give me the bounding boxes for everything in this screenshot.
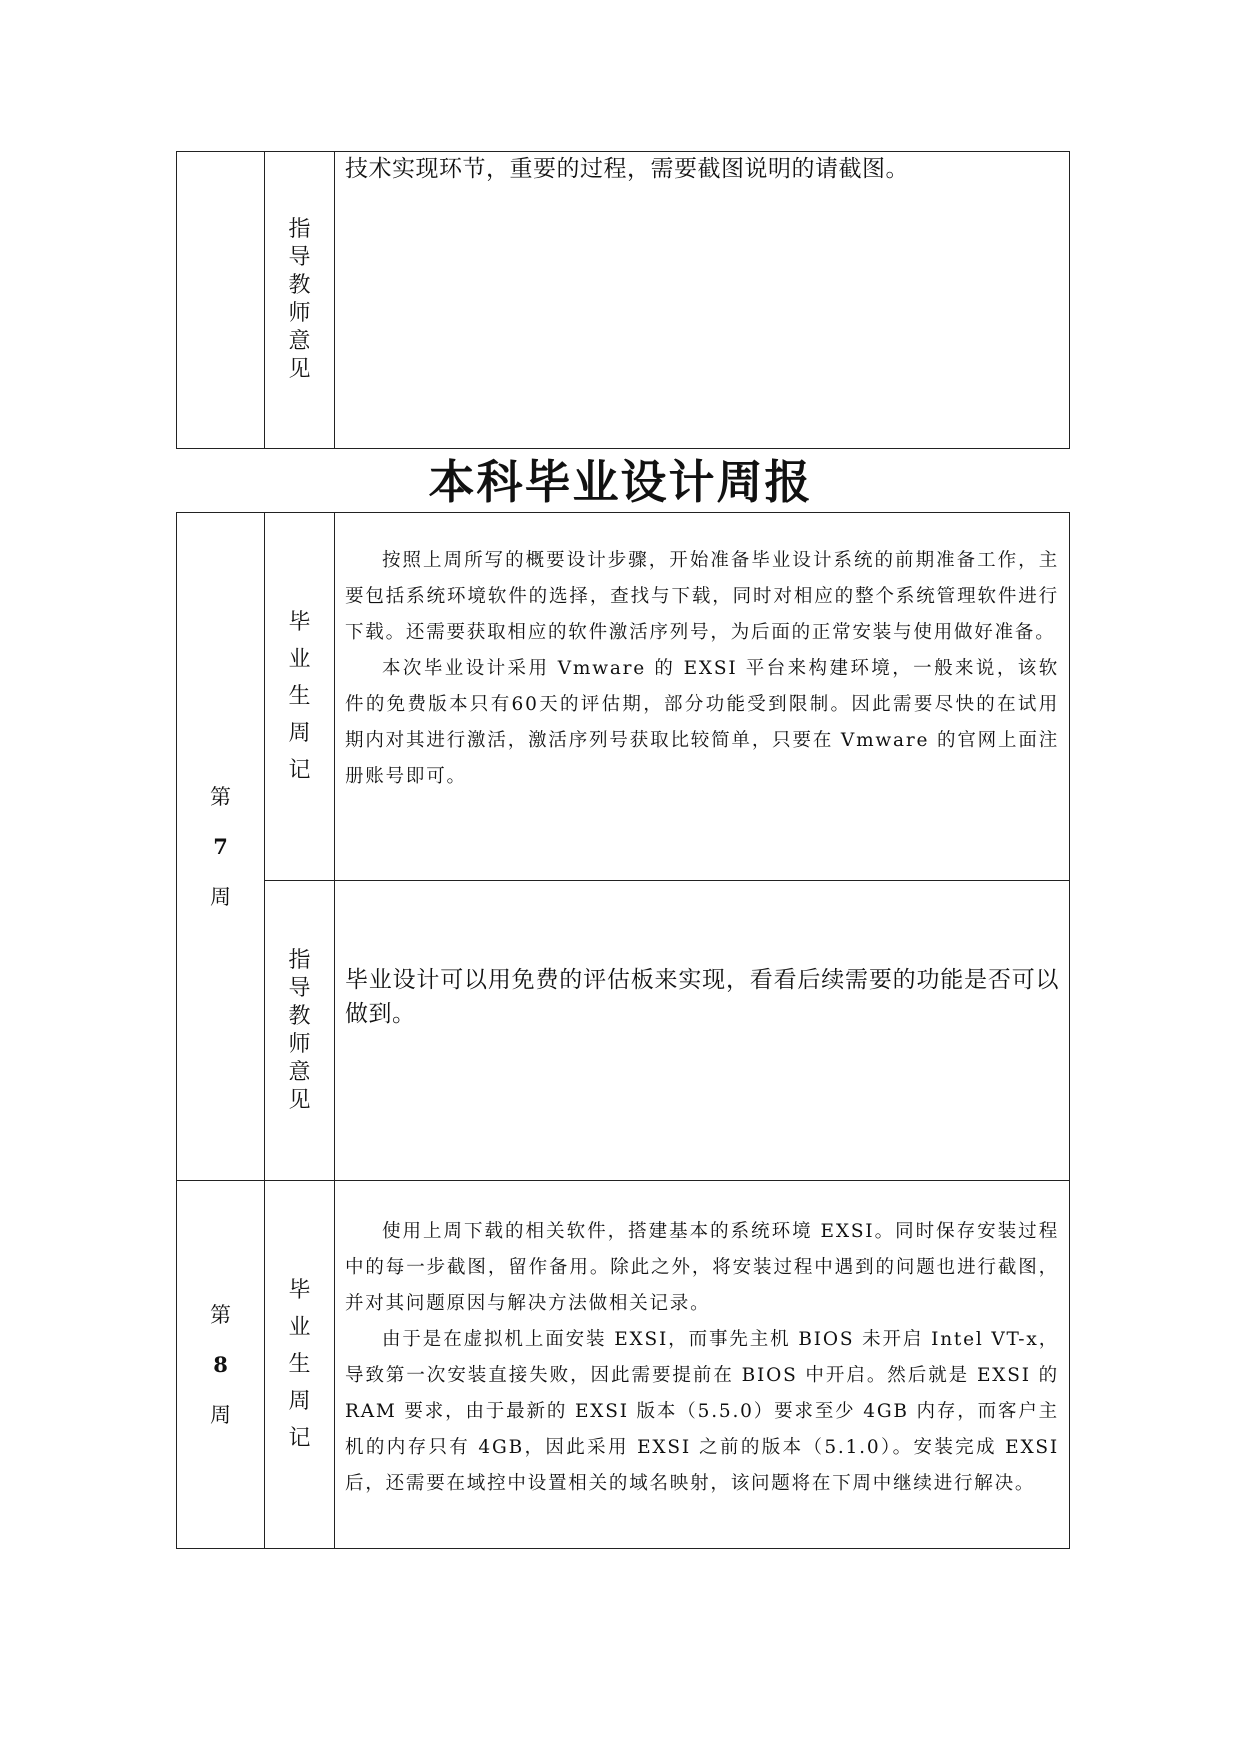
teacher-comment-cell — [335, 152, 1070, 449]
student-journal-cell — [335, 513, 1070, 881]
teacher-comment-cell — [335, 881, 1070, 1181]
teacher-comment: 技术实现环节，重要的过程，需要截图说明的请截图。 — [345, 156, 909, 182]
student-journal: 按照上周所写的概要设计步骤，开始准备毕业设计系统的前期准备工作，主要包括系统环境软件的选择，查找与下载，同时对相应的整个系统管理软件进行下载。还需要获取相应的软件激活序列号，为后面的正常安装与使用做好准备。 本次毕业设计采用 Vmware 的 EXSI 平台来构建环境，一般来说，该软件的免费版本只有60天的评估期，部分功能受到限制。因此需要尽快的在试用期内对其进行激活，激活序列号获取比较简单，只要在 Vmware 的官网上面注册账号即可。 — [345, 550, 1059, 787]
page-title: 本科毕业设计周报 — [428, 455, 813, 509]
student-journal-label: 毕 业 生 周 记 — [288, 610, 311, 783]
teacher-opinion-label: 指 导 教 师 意 见 — [288, 217, 311, 382]
week-7-student-row — [177, 513, 1070, 881]
week-cell-empty — [177, 152, 265, 449]
teacher-label-cell — [265, 881, 335, 1181]
week-7-cell — [177, 513, 265, 1181]
teacher-comment: 毕业设计可以用免费的评估板来实现，看看后续需要的功能是否可以做到。 — [345, 967, 1059, 1027]
weekly-report-table — [176, 512, 1070, 1549]
teacher-opinion-label: 指 导 教 师 意 见 — [288, 947, 311, 1113]
student-journal: 使用上周下载的相关软件，搭建基本的系统环境 EXSI。同时保存安装过程中的每一步截图，留作备用。除此之外，将安装过程中遇到的问题也进行截图，并对其问题原因与解决方法做相关记录。 由于是在虚拟机上面安装 EXSI，而事先主机 BIOS 未开启 Intel VT-x，导致第一次安装直接失败，因此需要提前在 BIOS 中开启。然后就是 EXSI 的 RAM 要求，由于最新的 EXSI 版本（5.5.0）要求至少 4GB 内存，而客户主机的内存只有 4GB，因此采用 EXSI 之前的版本（5.1.0）。安装完成 EXSI 后，还需要在域控中设置相关的域名映射，该问题将在下周中继续进行解决。 — [345, 1221, 1059, 1494]
student-label-cell — [265, 1181, 335, 1549]
student-label-cell — [265, 513, 335, 881]
previous-week-table — [176, 151, 1070, 449]
student-journal-cell — [335, 1181, 1070, 1549]
week-label: 第 8 周 — [210, 1302, 231, 1427]
week-label: 第 7 周 — [210, 784, 231, 909]
student-journal-label: 毕 业 生 周 记 — [288, 1278, 311, 1451]
week-8-cell — [177, 1181, 265, 1549]
teacher-label-cell — [265, 152, 335, 449]
week-8-student-row — [177, 1181, 1070, 1549]
week-7-teacher-row — [177, 881, 1070, 1181]
